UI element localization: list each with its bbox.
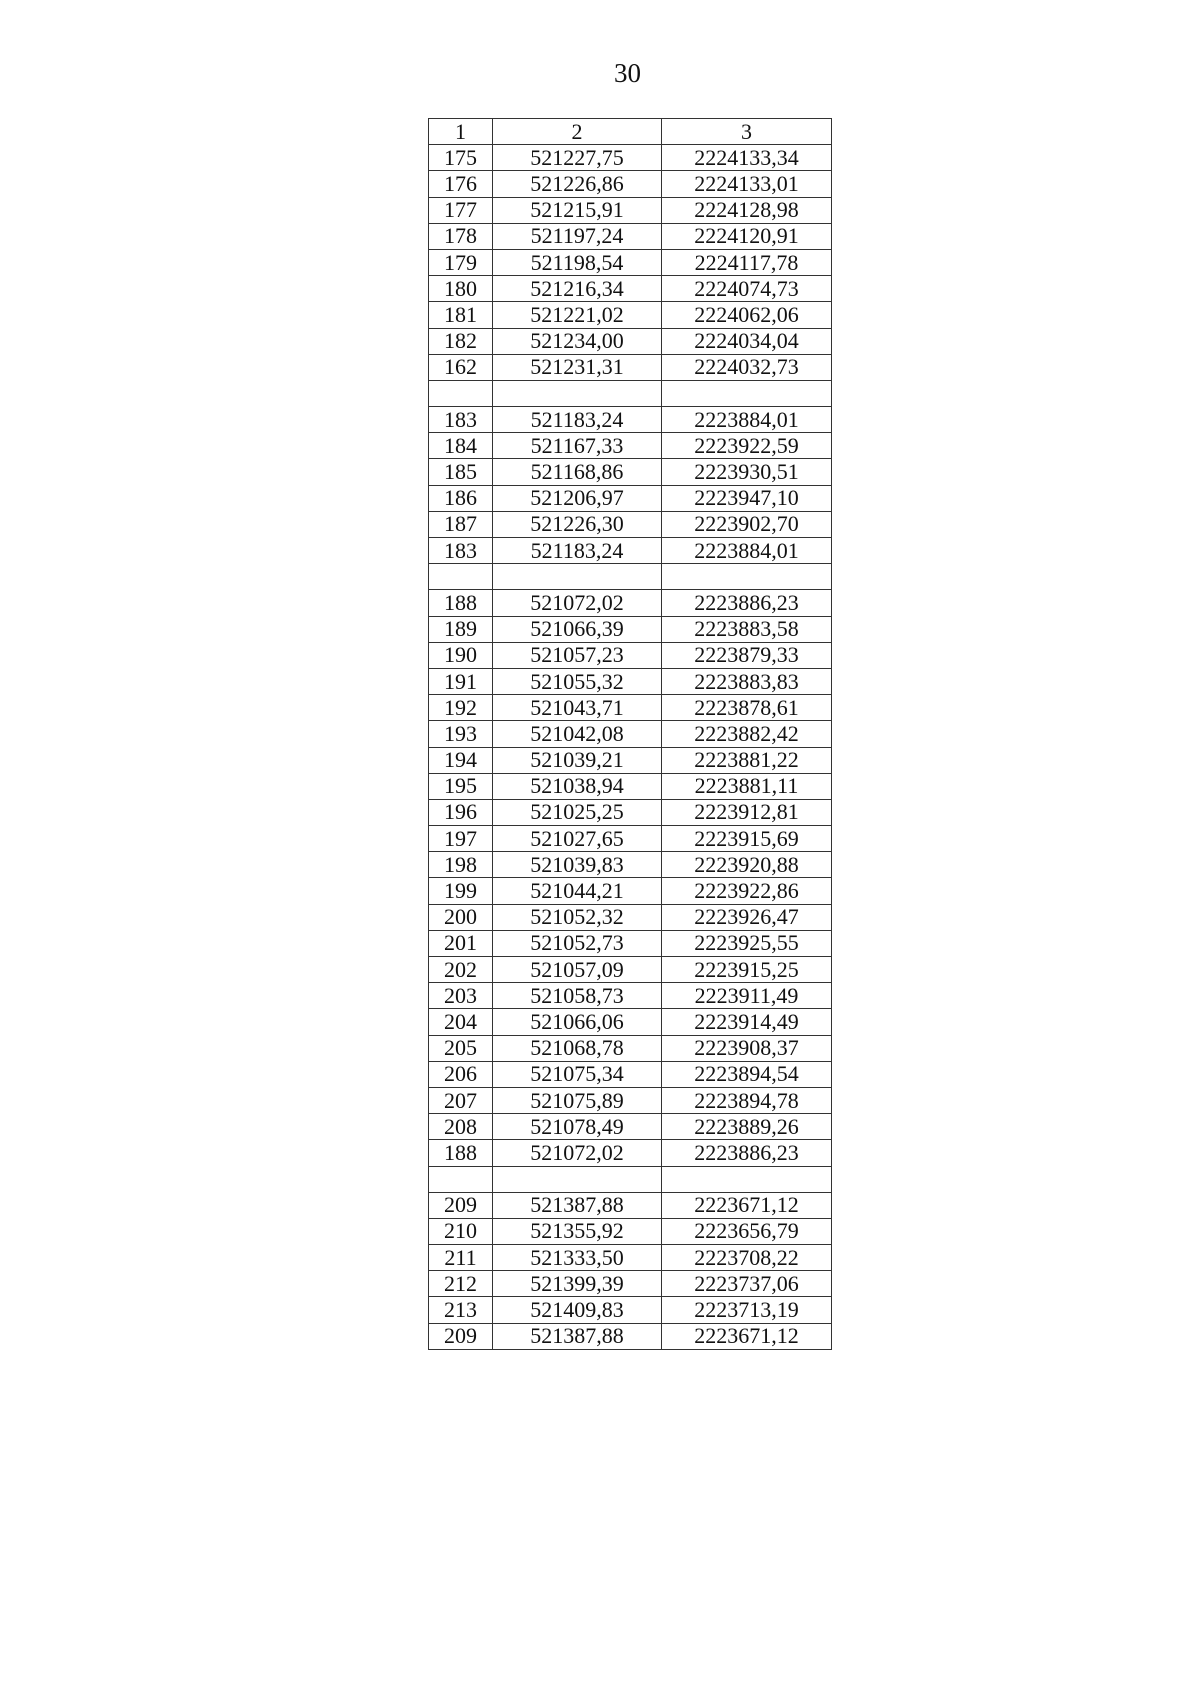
y-coordinate-cell: 2223902,70 xyxy=(662,511,832,537)
point-number-cell: 185 xyxy=(429,459,493,485)
y-coordinate-cell: 2224117,78 xyxy=(662,249,832,275)
x-coordinate-cell: 521333,50 xyxy=(493,1245,662,1271)
x-coordinate-cell: 521198,54 xyxy=(493,249,662,275)
table-row xyxy=(429,328,832,354)
table-row xyxy=(429,407,832,433)
table-row xyxy=(429,642,832,668)
table-row xyxy=(429,1192,832,1218)
point-number-cell: 206 xyxy=(429,1061,493,1087)
x-coordinate-cell: 521167,33 xyxy=(493,433,662,459)
y-coordinate-cell: 2223882,42 xyxy=(662,721,832,747)
y-coordinate-cell: 2223922,86 xyxy=(662,878,832,904)
point-number-cell: 209 xyxy=(429,1323,493,1349)
x-coordinate-cell: 521055,32 xyxy=(493,668,662,694)
y-coordinate-cell: 2223915,69 xyxy=(662,826,832,852)
y-coordinate-cell: 2223886,23 xyxy=(662,1140,832,1166)
x-coordinate-cell: 521066,06 xyxy=(493,1009,662,1035)
x-coordinate-cell: 521039,83 xyxy=(493,852,662,878)
table-row xyxy=(429,1009,832,1035)
x-coordinate-cell: 521052,73 xyxy=(493,930,662,956)
coordinates-table xyxy=(428,118,832,1350)
point-number-cell: 191 xyxy=(429,668,493,694)
table-row xyxy=(429,904,832,930)
column-header-y: 3 xyxy=(662,119,832,145)
x-coordinate-cell: 521168,86 xyxy=(493,459,662,485)
y-coordinate-cell: 2224120,91 xyxy=(662,223,832,249)
point-number-cell xyxy=(429,1166,493,1192)
x-coordinate-cell: 521215,91 xyxy=(493,197,662,223)
x-coordinate-cell: 521043,71 xyxy=(493,695,662,721)
table-row xyxy=(429,276,832,302)
y-coordinate-cell: 2223713,19 xyxy=(662,1297,832,1323)
point-number-cell: 199 xyxy=(429,878,493,904)
x-coordinate-cell: 521042,08 xyxy=(493,721,662,747)
y-coordinate-cell: 2224074,73 xyxy=(662,276,832,302)
point-number-cell: 194 xyxy=(429,747,493,773)
y-coordinate-cell xyxy=(662,380,832,406)
x-coordinate-cell: 521206,97 xyxy=(493,485,662,511)
y-coordinate-cell: 2223671,12 xyxy=(662,1192,832,1218)
table-row xyxy=(429,616,832,642)
y-coordinate-cell: 2223894,54 xyxy=(662,1061,832,1087)
column-header-x: 2 xyxy=(493,119,662,145)
y-coordinate-cell: 2223884,01 xyxy=(662,407,832,433)
table-row xyxy=(429,459,832,485)
y-coordinate-cell: 2223920,88 xyxy=(662,852,832,878)
table-row xyxy=(429,1271,832,1297)
table-row xyxy=(429,1218,832,1244)
point-number-cell: 197 xyxy=(429,826,493,852)
table-row xyxy=(429,223,832,249)
point-number-cell: 179 xyxy=(429,249,493,275)
table-row xyxy=(429,799,832,825)
y-coordinate-cell: 2223737,06 xyxy=(662,1271,832,1297)
x-coordinate-cell: 521234,00 xyxy=(493,328,662,354)
point-number-cell: 210 xyxy=(429,1218,493,1244)
table-row xyxy=(429,197,832,223)
point-number-cell: 190 xyxy=(429,642,493,668)
y-coordinate-cell: 2223884,01 xyxy=(662,538,832,564)
x-coordinate-cell: 521387,88 xyxy=(493,1323,662,1349)
y-coordinate-cell: 2223911,49 xyxy=(662,983,832,1009)
table-row xyxy=(429,668,832,694)
point-number-cell: 187 xyxy=(429,511,493,537)
y-coordinate-cell: 2223886,23 xyxy=(662,590,832,616)
table-row xyxy=(429,1323,832,1349)
y-coordinate-cell: 2223671,12 xyxy=(662,1323,832,1349)
y-coordinate-cell: 2223883,58 xyxy=(662,616,832,642)
point-number-cell: 192 xyxy=(429,695,493,721)
table-row xyxy=(429,957,832,983)
table-row xyxy=(429,538,832,564)
y-coordinate-cell xyxy=(662,564,832,590)
table-row xyxy=(429,1114,832,1140)
table-separator-row xyxy=(429,564,832,590)
point-number-cell: 204 xyxy=(429,1009,493,1035)
x-coordinate-cell: 521025,25 xyxy=(493,799,662,825)
point-number-cell: 198 xyxy=(429,852,493,878)
point-number-cell: 162 xyxy=(429,354,493,380)
point-number-cell: 177 xyxy=(429,197,493,223)
x-coordinate-cell: 521078,49 xyxy=(493,1114,662,1140)
x-coordinate-cell xyxy=(493,1166,662,1192)
table-row xyxy=(429,930,832,956)
x-coordinate-cell: 521027,65 xyxy=(493,826,662,852)
table-row xyxy=(429,145,832,171)
table-separator-row xyxy=(429,380,832,406)
point-number-cell: 203 xyxy=(429,983,493,1009)
point-number-cell: 213 xyxy=(429,1297,493,1323)
table-row xyxy=(429,826,832,852)
y-coordinate-cell: 2224032,73 xyxy=(662,354,832,380)
y-coordinate-cell: 2223922,59 xyxy=(662,433,832,459)
table-row xyxy=(429,773,832,799)
y-coordinate-cell: 2223908,37 xyxy=(662,1035,832,1061)
x-coordinate-cell: 521057,23 xyxy=(493,642,662,668)
point-number-cell: 212 xyxy=(429,1271,493,1297)
point-number-cell: 181 xyxy=(429,302,493,328)
table-row xyxy=(429,1297,832,1323)
y-coordinate-cell: 2223894,78 xyxy=(662,1087,832,1113)
y-coordinate-cell: 2223889,26 xyxy=(662,1114,832,1140)
y-coordinate-cell: 2223912,81 xyxy=(662,799,832,825)
y-coordinate-cell: 2223915,25 xyxy=(662,957,832,983)
point-number-cell: 207 xyxy=(429,1087,493,1113)
point-number-cell: 200 xyxy=(429,904,493,930)
point-number-cell: 201 xyxy=(429,930,493,956)
y-coordinate-cell: 2223925,55 xyxy=(662,930,832,956)
x-coordinate-cell: 521387,88 xyxy=(493,1192,662,1218)
x-coordinate-cell: 521052,32 xyxy=(493,904,662,930)
table-row xyxy=(429,852,832,878)
table-row xyxy=(429,1245,832,1271)
point-number-cell: 211 xyxy=(429,1245,493,1271)
y-coordinate-cell: 2223926,47 xyxy=(662,904,832,930)
y-coordinate-cell: 2223881,22 xyxy=(662,747,832,773)
y-coordinate-cell: 2223879,33 xyxy=(662,642,832,668)
point-number-cell xyxy=(429,564,493,590)
x-coordinate-cell: 521216,34 xyxy=(493,276,662,302)
x-coordinate-cell: 521044,21 xyxy=(493,878,662,904)
point-number-cell: 182 xyxy=(429,328,493,354)
point-number-cell: 189 xyxy=(429,616,493,642)
x-coordinate-cell: 521183,24 xyxy=(493,538,662,564)
table-row xyxy=(429,983,832,1009)
x-coordinate-cell xyxy=(493,380,662,406)
y-coordinate-cell: 2223656,79 xyxy=(662,1218,832,1244)
table-row xyxy=(429,302,832,328)
y-coordinate-cell: 2224128,98 xyxy=(662,197,832,223)
y-coordinate-cell: 2224034,04 xyxy=(662,328,832,354)
point-number-cell xyxy=(429,380,493,406)
point-number-cell: 193 xyxy=(429,721,493,747)
point-number-cell: 176 xyxy=(429,171,493,197)
y-coordinate-cell: 2223930,51 xyxy=(662,459,832,485)
y-coordinate-cell: 2223947,10 xyxy=(662,485,832,511)
table-row xyxy=(429,590,832,616)
x-coordinate-cell: 521039,21 xyxy=(493,747,662,773)
point-number-cell: 184 xyxy=(429,433,493,459)
x-coordinate-cell: 521227,75 xyxy=(493,145,662,171)
y-coordinate-cell: 2223708,22 xyxy=(662,1245,832,1271)
x-coordinate-cell: 521399,39 xyxy=(493,1271,662,1297)
y-coordinate-cell: 2223881,11 xyxy=(662,773,832,799)
table-row xyxy=(429,1035,832,1061)
table-header-row xyxy=(429,119,832,145)
table-row xyxy=(429,695,832,721)
table-row xyxy=(429,878,832,904)
table-body xyxy=(429,145,832,1350)
x-coordinate-cell: 521221,02 xyxy=(493,302,662,328)
point-number-cell: 202 xyxy=(429,957,493,983)
point-number-cell: 188 xyxy=(429,1140,493,1166)
point-number-cell: 186 xyxy=(429,485,493,511)
x-coordinate-cell: 521066,39 xyxy=(493,616,662,642)
y-coordinate-cell: 2223878,61 xyxy=(662,695,832,721)
x-coordinate-cell: 521072,02 xyxy=(493,590,662,616)
point-number-cell: 183 xyxy=(429,407,493,433)
point-number-cell: 175 xyxy=(429,145,493,171)
x-coordinate-cell: 521075,89 xyxy=(493,1087,662,1113)
table-row xyxy=(429,433,832,459)
table-row xyxy=(429,747,832,773)
y-coordinate-cell: 2224133,01 xyxy=(662,171,832,197)
y-coordinate-cell: 2224062,06 xyxy=(662,302,832,328)
y-coordinate-cell: 2223883,83 xyxy=(662,668,832,694)
x-coordinate-cell: 521075,34 xyxy=(493,1061,662,1087)
table-row xyxy=(429,721,832,747)
point-number-cell: 205 xyxy=(429,1035,493,1061)
table-row xyxy=(429,1087,832,1113)
table-row xyxy=(429,511,832,537)
x-coordinate-cell: 521038,94 xyxy=(493,773,662,799)
page-number: 30 xyxy=(614,58,641,88)
table-row xyxy=(429,485,832,511)
column-header-point: 1 xyxy=(429,119,493,145)
table-row xyxy=(429,249,832,275)
table-row xyxy=(429,1140,832,1166)
y-coordinate-cell: 2223914,49 xyxy=(662,1009,832,1035)
y-coordinate-cell xyxy=(662,1166,832,1192)
point-number-cell: 208 xyxy=(429,1114,493,1140)
table-row xyxy=(429,354,832,380)
point-number-cell: 183 xyxy=(429,538,493,564)
table-separator-row xyxy=(429,1166,832,1192)
x-coordinate-cell: 521072,02 xyxy=(493,1140,662,1166)
x-coordinate-cell: 521231,31 xyxy=(493,354,662,380)
point-number-cell: 209 xyxy=(429,1192,493,1218)
point-number-cell: 178 xyxy=(429,223,493,249)
x-coordinate-cell: 521355,92 xyxy=(493,1218,662,1244)
table-row xyxy=(429,171,832,197)
y-coordinate-cell: 2224133,34 xyxy=(662,145,832,171)
x-coordinate-cell: 521183,24 xyxy=(493,407,662,433)
x-coordinate-cell: 521197,24 xyxy=(493,223,662,249)
x-coordinate-cell: 521058,73 xyxy=(493,983,662,1009)
x-coordinate-cell: 521226,30 xyxy=(493,511,662,537)
point-number-cell: 180 xyxy=(429,276,493,302)
x-coordinate-cell: 521068,78 xyxy=(493,1035,662,1061)
point-number-cell: 195 xyxy=(429,773,493,799)
x-coordinate-cell xyxy=(493,564,662,590)
table-row xyxy=(429,1061,832,1087)
x-coordinate-cell: 521226,86 xyxy=(493,171,662,197)
point-number-cell: 196 xyxy=(429,799,493,825)
x-coordinate-cell: 521409,83 xyxy=(493,1297,662,1323)
point-number-cell: 188 xyxy=(429,590,493,616)
x-coordinate-cell: 521057,09 xyxy=(493,957,662,983)
